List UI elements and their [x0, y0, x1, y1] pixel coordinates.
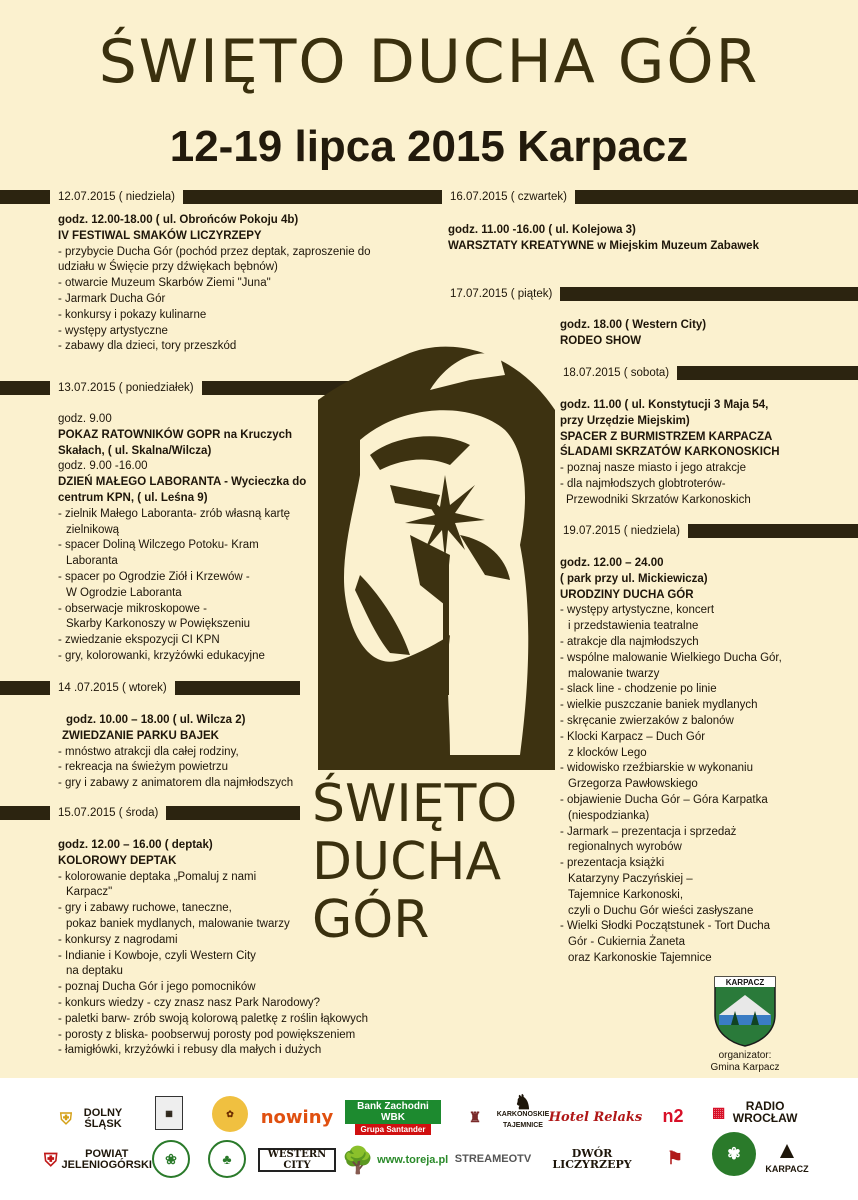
sponsor-logo: ⚑	[666, 1147, 684, 1168]
date-label: 18.07.2015 ( sobota)	[555, 366, 677, 380]
festival-logo-text: ŚWIĘTO DUCHA GÓR	[312, 774, 518, 950]
day-17-details: godz. 18.00 ( Western City) RODEO SHOW	[560, 319, 707, 347]
sponsor-logo: ✾	[712, 1132, 756, 1176]
sponsor-logo: n2	[662, 1105, 684, 1126]
sponsor-logo: ♣	[208, 1140, 246, 1178]
date-label: 19.07.2015 ( niedziela)	[555, 524, 688, 538]
sponsor-logo: ⛨ DOLNY ŚLĄSK	[60, 1107, 123, 1130]
sponsor-logo: ⛨ POWIAT JELENIOGÓRSKI	[44, 1148, 152, 1171]
sponsor-logo: DWÓR LICZYRZEPY	[552, 1147, 632, 1171]
sponsor-logo: ♜	[468, 1108, 482, 1125]
day-18-details: godz. 11.00 ( ul. Konstytucji 3 Maja 54, przy Urzędzie Miejskim) SPACER Z BURMISTRZEM KARPACZA ŚLADAMI SKRZATÓW KARKONOSKICH - poznaj nasze miasto i jego atrakcje - dla najmłodszych globtroterów- Przewodniki Skrzatów Karkonoskich	[560, 399, 780, 506]
sponsor-logo: ✿	[212, 1096, 248, 1132]
day-19-details: godz. 12.00 – 24.00 ( park przy ul. Mickiewicza) URODZINY DUCHA GÓR - występy artystyczne, koncert i przedstawienia teatralne - atrakcje dla najmłodszych - wspólne malowanie Wielkiego Ducha Gór, malowanie twarzy - slack line - chodzenie po linie - wielkie puszczanie baniek mydlanych - skręcanie zwierzaków z balonów - Klocki Karpacz – Duch Gór z klocków Lego - widowisko rzeźbiarskie w wykonaniu Grzegorza Pawłowskiego - objawienie Ducha Gór – Góra Karpatka (niespodzianka) - Jarmark – prezentacja i sprzedaż regionalnych wyrobów - prezentacja książki Katarzyny Paczyńskiej – Tajemnice Karkonoski, czyli o Duchu Gór wieści zasłyszane - Wielki Słodki Początstunek - Tort Ducha Gór - Cukiernia Żaneta oraz Karkonoskie Tajemnice	[560, 557, 782, 964]
sponsor-logo: nowiny	[260, 1106, 334, 1128]
date-label: 16.07.2015 ( czwartek)	[442, 190, 575, 204]
sponsor-logo: ▦ RADIO WROCŁAW	[712, 1099, 798, 1125]
day-13-details: godz. 9.00 POKAZ RATOWNIKÓW GOPR na Kruczych Skałach, ( ul. Skalna/Wilcza) godz. 9.00 -16.00 DZIEŃ MAŁEGO LABORANTA - Wycieczka do centrum KPN, ( ul. Leśna 9) - zielnik Małego Laboranta- zrób własną kartę zielnikową - spacer Doliną Wilczego Potoku- Kram Laboranta - spacer po Ogrodzie Ziół i Krzewów - W Ogrodzie Laboranta - obserwacje mikroskopowe - Skarby Karkonoszy w Powiększeniu - zwiedzanie ekspozycji CI KPN - gry, kolorowanki, krzyżówki edukacyjne	[58, 413, 307, 662]
sponsor-logo: WESTERN CITY	[258, 1148, 336, 1172]
date-label: 15.07.2015 ( środa)	[50, 806, 166, 820]
svg-text:KARPACZ: KARPACZ	[725, 978, 765, 987]
day-15-details: godz. 12.00 – 16.00 ( deptak) KOLOROWY DEPTAK - kolorowanie deptaka „Pomaluj z nami Karpacz" - gry i zabawy ruchowe, taneczne, pokaz baniek mydlanych, malowanie twarzy - konkursy z nagrodami - Indianie i Kowboje, czyli Western City na deptaku - poznaj Ducha Gór i jego pomocników - konkurs wiedzy - czy znasz nasz Park Narodowy? - paletki barw- zrób swoją kolorową paletkę z roślin łąkowych - porosty z bliska- poobserwuj porosty pod powiększeniem - łamigłówki, krzyżówki i rebusy dla małych i dużych	[58, 839, 368, 1057]
day-16-details: godz. 11.00 -16.00 ( ul. Kolejowa 3) WARSZTATY KREATYWNE w Miejskim Muzeum Zabawek	[448, 224, 759, 252]
sponsor-logo: ❀	[152, 1140, 190, 1178]
date-label: 14 .07.2015 ( wtorek)	[50, 681, 175, 695]
sponsor-logo: Bank Zachodni WBK Grupa Santander	[345, 1104, 441, 1130]
day-12-details: godz. 12.00-18.00 ( ul. Obrońców Pokoju 4b) IV FESTIWAL SMAKÓW LICZYRZEPY - przybycie Ducha Gór (pochód przez deptak, zaproszenie do udziału w Święcie przy dźwiękach bębnów) - otwarcie Muzeum Skarbów Ziemi "Juna" - Jarmark Ducha Gór - konkursy i pokazy kulinarne - występy artystyczne - zabawy dla dzieci, tory przeszkód	[58, 214, 371, 353]
date-label: 12.07.2015 ( niedziela)	[50, 190, 183, 204]
poster-subtitle: 12-19 lipca 2015 Karpacz	[169, 122, 689, 171]
sponsor-logos-strip	[0, 1078, 858, 1200]
sponsor-logo: ♞ KARKONOSKIE TAJEMNICE	[496, 1091, 550, 1129]
date-label: 13.07.2015 ( poniedziałek)	[50, 381, 202, 395]
sponsor-logo: 🌳 www.toreja.pl	[341, 1144, 449, 1175]
sponsor-logo: ▲ KARPACZ	[765, 1136, 809, 1174]
mountain-spirit-illustration	[300, 335, 560, 775]
karpacz-coat-of-arms-icon	[713, 975, 777, 1047]
sponsor-logo: Hotel Relaks	[548, 1109, 643, 1125]
poster-title: ŚWIĘTO DUCHA GÓR	[98, 27, 760, 97]
sponsor-logo: ▦	[155, 1096, 183, 1130]
sponsor-logo: STREAMEOTV	[454, 1152, 532, 1165]
organizer-credit: organizator: Gmina Karpacz	[710, 1050, 780, 1073]
date-label: 17.07.2015 ( piątek)	[442, 287, 560, 301]
day-14-details: godz. 10.00 – 18.00 ( ul. Wilcza 2) ZWIEDZANIE PARKU BAJEK - mnóstwo atrakcji dla całej rodziny, - rekreacja na świeżym powietrzu - gry i zabawy z animatorem dla najmłodszych	[58, 714, 294, 790]
